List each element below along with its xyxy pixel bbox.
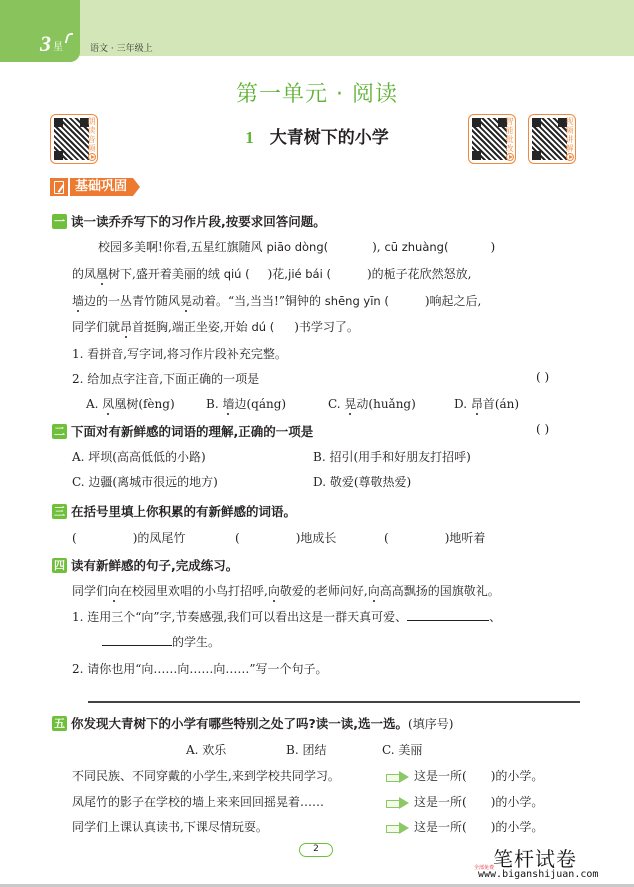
question-5-title: 你发现大青树下的小学有哪些特别之处了吗?读一读,选一选。: [71, 716, 409, 731]
qr-label: 朗读音频: [87, 117, 96, 153]
q5-row-2-result: 这是一所( )的小学。: [386, 793, 543, 810]
pinyin-prompt: shēng yīn (: [324, 294, 389, 308]
dotted-char: 晃: [180, 294, 193, 308]
q3-item-2[interactable]: ( )地成长: [235, 531, 337, 545]
passage-line-3: 墙边的一丛青竹随风晃动着。“当,当当!”铜钟的 shēng yīn ( )响起之后,: [72, 294, 482, 308]
tag-arrow-shape: [133, 178, 140, 196]
pinyin-prompt: dú (: [251, 320, 275, 334]
q5-row-3-text: 同学们上课认真读书,下课尽情玩耍。: [72, 820, 268, 834]
qr-code-grading[interactable]: [468, 114, 516, 164]
unit-title: 第一单元 · 阅读: [236, 82, 398, 107]
answer-paren[interactable]: ( ): [536, 422, 550, 436]
question-number-badge: 五: [54, 716, 65, 730]
qr-code-video[interactable]: [528, 114, 576, 164]
pinyin-prompt: piāo dòng(: [266, 240, 329, 254]
question-2-title: 下面对有新鲜感的词语的理解,正确的一项是: [71, 424, 314, 439]
q1-sub-1: 1. 看拼音,写字词,将习作片段补充完整。: [72, 347, 287, 361]
q1-option-c[interactable]: C. 晃动(huǎng): [328, 397, 416, 411]
question-3-heading: [52, 502, 296, 520]
arrow-right-icon: [386, 822, 410, 834]
grade-tab: [0, 0, 80, 62]
question-4-heading: [52, 556, 238, 574]
q1-sub-2: 2. 给加点字注音,下面正确的一项是: [72, 372, 260, 386]
choice-b: B. 团结: [286, 743, 327, 757]
watermark-tag: 全部免费: [474, 865, 495, 871]
arrow-right-icon: [386, 771, 410, 783]
answer-blank[interactable]: [407, 609, 489, 621]
question-number-badge: 二: [54, 424, 65, 438]
answer-line[interactable]: [88, 701, 580, 703]
watermark-url[interactable]: www.biganshijuan.com: [478, 869, 599, 880]
q2-option-d[interactable]: D. 敬爱(尊敬热爱): [313, 475, 412, 489]
subject-label: 语文 · 三年级上: [90, 44, 153, 54]
page-number: 2: [299, 843, 333, 857]
section-tag: [50, 178, 140, 196]
leaf-icon: [65, 33, 74, 43]
passage-line-2: 的凤凰树下,盛开着美丽的绒 qiú ( )花,jié bái ( )的栀子花欣然怒放,: [72, 267, 472, 281]
dotted-char: 凰: [96, 267, 109, 281]
q5-row-3-result: 这是一所( )的小学。: [386, 818, 543, 835]
passage-line-1: 校园多美啊!你看,五星红旗随风 piāo dòng( ), cū zhuàng( ): [98, 240, 496, 254]
choice-c: C. 美丽: [382, 743, 423, 757]
qr-code-icon: [54, 118, 89, 160]
grade-star-label: 星: [53, 42, 63, 53]
play-icon: [506, 153, 514, 161]
q4-sub-1-cont: 的学生。: [102, 633, 220, 650]
q2-option-c[interactable]: C. 边疆(离城市很远的地方): [72, 475, 218, 489]
question-number-badge: 一: [54, 214, 65, 228]
q5-row-1-text: 不同民族、不同穿戴的小学生,来到学校共同学习。: [72, 769, 340, 783]
choice-a: A. 欢乐: [186, 743, 227, 757]
question-5-heading: [52, 714, 453, 732]
pinyin-prompt: jié bái (: [288, 267, 331, 281]
qr-label: 视频讲解: [565, 117, 574, 153]
q5-row-1-result: 这是一所( )的小学。: [386, 767, 543, 784]
passage-line-4: 同学们就昂首挺胸,端正坐姿,开始 dú ( )书学习了。: [72, 320, 359, 334]
answer-paren[interactable]: ( ): [536, 370, 550, 384]
q2-option-b[interactable]: B. 招引(用手和好朋友打招呼): [313, 450, 471, 464]
dotted-char: 昂: [120, 320, 133, 334]
question-1-title: 读一读乔乔写下的习作片段,按要求回答问题。: [71, 214, 326, 229]
question-1-heading: [52, 212, 326, 230]
q2-option-a[interactable]: A. 坪坝(高高低低的小路): [72, 450, 206, 464]
question-4-title: 读有新鲜感的句子,完成练习。: [71, 558, 239, 573]
edit-note-icon: [50, 178, 68, 196]
q1-option-a[interactable]: A. 凤凰树(fèng): [86, 397, 175, 411]
section-tag-label: 基础巩固: [70, 178, 133, 196]
question-2-heading: [52, 422, 313, 440]
qr-label: 智能批改: [505, 117, 514, 153]
question-number-badge: 三: [54, 504, 65, 518]
q5-row-2-text: 凤尾竹的影子在学校的墙上来来回回摇晃着……: [72, 795, 325, 809]
answer-blank[interactable]: [102, 634, 172, 646]
question-3-title: 在括号里填上你积累的有新鲜感的词语。: [71, 504, 297, 519]
q4-sub-1: 1. 连用三个“向”字,节奏感强,我们可以看出这是一群天真可爱、 、: [72, 610, 502, 624]
question-5-note: (填序号): [408, 716, 454, 731]
qr-code-icon: [532, 118, 567, 160]
q4-sub-2: 2. 请你也用“向……向……向……”写一个句子。: [72, 662, 328, 676]
pinyin-prompt: cū zhuàng(: [384, 240, 449, 254]
q1-option-d[interactable]: D. 昂首(án): [454, 397, 520, 411]
dotted-char: 墙: [72, 294, 85, 308]
qr-code-icon: [472, 118, 507, 160]
qr-code-audio[interactable]: [50, 114, 98, 164]
play-icon: [88, 153, 96, 161]
arrow-right-icon: [386, 797, 410, 809]
pinyin-prompt: qiú (: [223, 267, 250, 281]
lesson-number: 1: [245, 128, 254, 147]
q3-item-1[interactable]: ( )的凤尾竹: [72, 531, 186, 545]
watermark-title: 笔杆试卷: [493, 847, 577, 871]
grade-number: 3: [40, 31, 51, 56]
q3-item-3[interactable]: ( )地听着: [384, 531, 486, 545]
lesson-title-text: 大青树下的小学: [269, 128, 389, 148]
q1-option-b[interactable]: B. 墙边(qáng): [206, 397, 287, 411]
question-number-badge: 四: [54, 558, 65, 572]
play-icon: [566, 153, 574, 161]
q4-sentence: 同学们向在校园里欢唱的小鸟打招呼,向敬爱的老师问好,向高高飘扬的国旗敬礼。: [72, 584, 500, 598]
